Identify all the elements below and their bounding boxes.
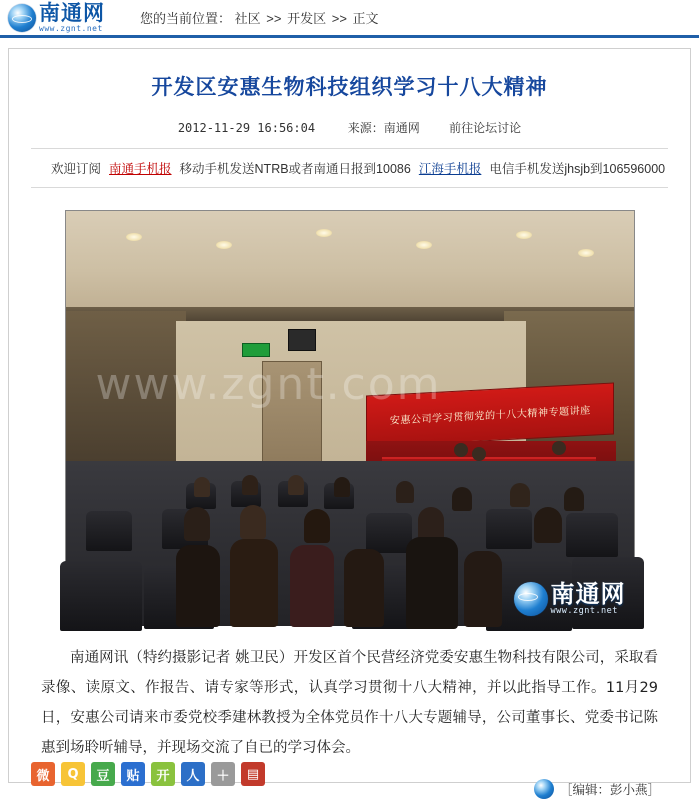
share-renren[interactable]: 人 [181, 762, 205, 786]
source-value: 南通网 [383, 121, 420, 135]
article-meta [9, 119, 690, 136]
share-qq-zone[interactable]: Q [61, 762, 85, 786]
speaker-icon [288, 329, 316, 351]
audience-person [230, 539, 278, 627]
photo-logo-text [551, 582, 626, 616]
breadcrumb [140, 8, 379, 27]
ceiling-light [516, 231, 532, 239]
logo-text [39, 0, 105, 33]
photo-logo [514, 582, 626, 616]
stage-banner-text: 安惠公司学习贯彻党的十八大精神专题讲座 [388, 404, 591, 427]
jianghai-paper-link[interactable]: 江海手机报 [418, 162, 482, 176]
breadcrumb-separator-1: >> [266, 11, 282, 26]
globe-icon [534, 779, 554, 799]
site-header [0, 0, 699, 38]
logo-title: 南通网 [39, 0, 105, 25]
audience-person [334, 477, 350, 497]
share-print[interactable]: ▤ [241, 762, 265, 786]
audience-person [464, 551, 502, 627]
ceiling-light [126, 233, 142, 241]
audience-person [510, 483, 530, 507]
ceiling-light [216, 241, 232, 249]
ceiling-light [316, 229, 332, 237]
audience-person [176, 545, 220, 627]
breadcrumb-prefix: 您的当前位置： [140, 11, 232, 26]
mobile-paper-link[interactable]: 南通手机报 [109, 162, 172, 176]
mobile-send-text: 移动手机发送NTRB或者南通日报到10086 [179, 162, 411, 176]
chair [566, 513, 618, 557]
article-body: 南通网讯（特约摄影记者 姚卫民）开发区首个民营经济党委安惠生物科技有限公司，采取看录像、读原文、作报告、请专家等形式，认真学习贯彻十八大精神，并以此指导工作。11月29日，安惠公司请来市委党校季建林教授为全体党员作十八大专题辅导，公司董事长、党委书记陈惠到场聆听辅导，并现场交流了自已的学习体会。 [41, 650, 658, 756]
share-kaixin[interactable]: 开 [151, 762, 175, 786]
audience-person [564, 487, 584, 511]
chair [486, 509, 532, 549]
chair [366, 513, 412, 553]
audience-person [406, 537, 458, 629]
share-tieba[interactable]: 贴 [121, 762, 145, 786]
share-sina-weibo[interactable]: 微 [31, 762, 55, 786]
share-bar [31, 762, 265, 786]
audience-person [534, 507, 562, 543]
editor-name: ［编辑：彭小燕］ [559, 783, 660, 797]
audience-person [194, 477, 210, 497]
article-photo [65, 210, 635, 625]
globe-icon [8, 4, 36, 32]
breadcrumb-item-development-zone[interactable]: 开发区 [287, 11, 327, 26]
left-wall [66, 311, 186, 461]
ceiling-light [578, 249, 594, 257]
audience-person [396, 481, 414, 503]
audience-person [304, 509, 330, 543]
forum-discussion-link[interactable]: 前往论坛讨论 [449, 121, 522, 135]
breadcrumb-item-community[interactable]: 社区 [234, 11, 261, 26]
photo-watermark: www.zgnt.com [95, 359, 442, 410]
page-title: 开发区安惠生物科技组织学习十八大精神 [151, 75, 548, 99]
photo-logo-url: www.zgnt.net [550, 606, 618, 617]
ceiling-light [416, 241, 432, 249]
audience-person [240, 505, 266, 539]
audience-person [290, 545, 334, 627]
audience-person [418, 507, 444, 541]
audience-person [184, 507, 210, 541]
door [262, 361, 322, 469]
globe-icon [514, 582, 548, 616]
audience-person [344, 549, 384, 627]
chair [60, 561, 142, 631]
article-frame [8, 48, 691, 797]
share-more[interactable]: ＋ [211, 762, 235, 786]
photo-logo-title: 南通网 [550, 580, 626, 609]
exit-sign-icon [242, 343, 270, 357]
publish-date: 2012-11-29 16:56:04 [177, 121, 316, 135]
chair [86, 511, 132, 551]
site-logo[interactable] [8, 2, 126, 34]
audience-person [242, 475, 258, 495]
subscribe-welcome: 欢迎订阅 [51, 162, 102, 176]
logo-url: www.zgnt.net [39, 23, 103, 33]
source-label: 来源： [347, 121, 384, 135]
speaker-person [454, 443, 468, 457]
audience-person [288, 475, 304, 495]
audience-person [452, 487, 472, 511]
breadcrumb-separator-2: >> [331, 11, 347, 26]
speaker-person [552, 441, 566, 455]
subscribe-strip [31, 149, 668, 188]
breadcrumb-item-current: 正文 [352, 11, 379, 26]
share-douban[interactable]: 豆 [91, 762, 115, 786]
telecom-send-text: 电信手机发送jhsjb到106596000 [489, 162, 666, 176]
